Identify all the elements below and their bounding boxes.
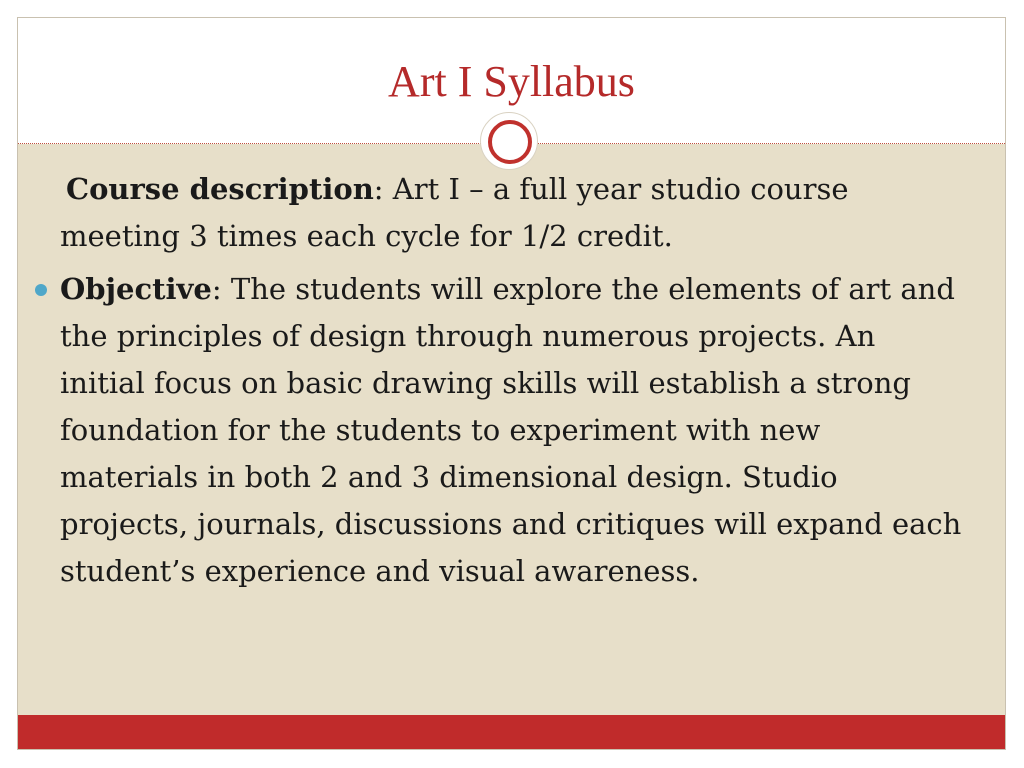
bullet-icon: [35, 284, 47, 296]
slide-content: [56, 166, 966, 601]
course-description-heading: Course description: [66, 172, 374, 206]
slide-title: Art I Syllabus: [388, 57, 635, 106]
objective-text: The students will explore the elements of art and the principles of design through numerous projects. An initial focus on basic drawing skills will establish a strong foundation for the students to experiment with new materials in both 2 and 3 dimensional design. Studio projects, journals, discussions and critiques will expand each student’s experience and visual awareness.: [60, 272, 962, 588]
course-description-paragraph: [56, 166, 966, 260]
objective-heading: Objective: [60, 272, 212, 306]
ring-icon: [488, 120, 532, 164]
objective-paragraph: [56, 266, 966, 595]
bottom-accent-bar: [18, 715, 1005, 750]
course-description-separator: :: [373, 172, 384, 206]
course-description-text: Art I – a full year studio course meeting 3 times each cycle for 1/2 credit.: [60, 172, 849, 253]
objective-separator: :: [211, 272, 222, 306]
circle-ornament-icon: [480, 112, 538, 170]
